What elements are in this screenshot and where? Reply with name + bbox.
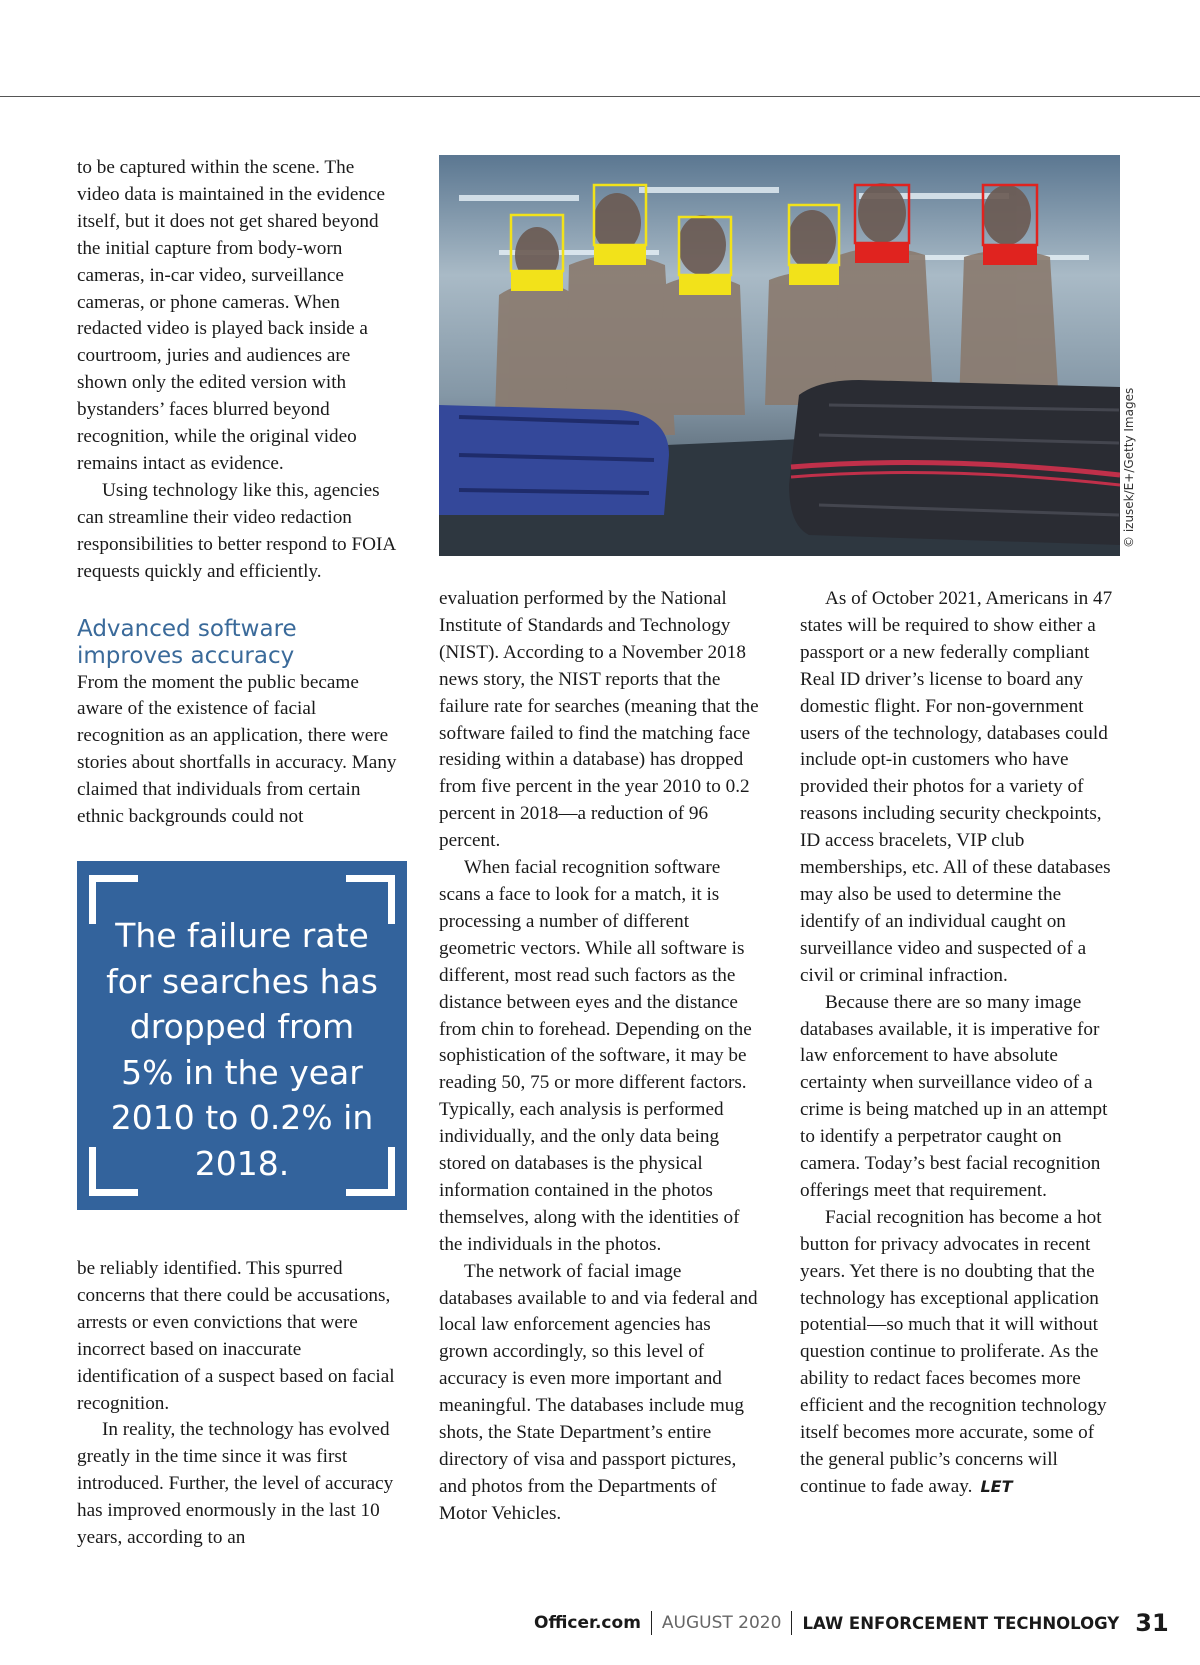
footer-publication: LAW ENFORCEMENT TECHNOLOGY [802, 1613, 1120, 1633]
paragraph: In reality, the technology has evolved greatly in the time since it was first introduced. Further, the level of accuracy has improved enormously in the last 10 years, according to an [77, 1419, 394, 1549]
column-2 [439, 586, 759, 1528]
facial-recognition-photo [439, 155, 1120, 556]
column-1-bottom [77, 1256, 397, 1552]
column-3 [800, 586, 1120, 1501]
paragraph-last [800, 1205, 1120, 1501]
paragraph: When facial recognition software scans a face to look for a match, it is processing a number of different geometric vectors. While all software is different, most read such factors as the distance between eyes and the distance from chin to forehead. Depending on the sophistication of the software, it may be reading 50, 75 or more different factors. Typically, each analysis is performed individually, and the only data being stored on databases is the physical information contained in the photos themselves, along with the identities of the individuals in the photos. [439, 857, 752, 1255]
paragraph: As of October 2021, Americans in 47 states will be required to show either a passport or a new federally compliant Real ID driver’s license to board any domestic flight. For non-government users of the technology, databases could include opt-in customers who have provided their photos for a variety of reasons including security checkpoints, ID access bracelets, VIP club memberships, etc. All of these databases may also be used to determine the identify of an individual caught on surveillance video and suspected of a civil or criminal infraction. [800, 588, 1113, 986]
paragraph: Using technology like this, agencies can streamline their video redaction responsibilities to better respond to FOIA requests quickly and efficiently. [77, 479, 396, 582]
paragraph: The network of facial image databases available to and via federal and local law enforcement agencies has grown accordingly, so this level of accuracy is even more important and meaningful. The databases include mug shots, the State Department’s entire directory of visa and passport pictures, and photos from the Departments of Motor Vehicles. [439, 1260, 758, 1524]
pull-quote-text: The failure rate for searches has dropped from 5% in the year 2010 to 0.2% in 2018. [106, 916, 378, 1183]
paragraph: From the moment the public became aware of the existence of facial recognition as an application, there were stories about shortfalls in accuracy. Many claimed that individuals from certain ethnic backgrounds could not [77, 671, 397, 828]
subhead: Advanced software improves accuracy [77, 615, 297, 669]
footer-date: AUGUST 2020 [661, 1613, 782, 1633]
footer-divider [651, 1611, 652, 1635]
footer-site: Officer.com [534, 1613, 641, 1633]
pull-quote [77, 861, 407, 1210]
paragraph: to be captured within the scene. The video data is maintained in the evidence itself, but it does not get shared beyond the initial capture from body-worn cameras, in-car video, surveillance cameras, or phone cameras. When redacted video is played back inside a courtroom, juries and audiences are shown only the edited version with bystanders’ faces blurred beyond recognition, while the original video remains intact as evidence. [77, 157, 385, 474]
page-footer [534, 1603, 1169, 1643]
page-number: 31 [1135, 1609, 1169, 1637]
paragraph: evaluation performed by the National Institute of Standards and Technology (NIST). According to a November 2018 news story, the NIST reports that the failure rate for searches (meaning that the software failed to find the matching face residing within a database) has dropped from five percent in the year 2010 to 0.2 percent in 2018—a reduction of 96 percent. [439, 588, 759, 852]
paragraph: be reliably identified. This spurred concerns that there could be accusations, arrests or even convictions that were incorrect based on inaccurate identification of a suspect based on facial recognition. [77, 1258, 395, 1414]
photo-credit: © izusek/E+/Getty Images [1122, 387, 1136, 548]
photo-illustration [439, 155, 1120, 556]
footer-divider [791, 1611, 792, 1635]
column-1-top [77, 155, 397, 831]
paragraph-last-text: Facial recognition has become a hot button for privacy advocates in recent years. Yet there is no doubting that the technology has exceptional application potential—so much that it will without question continue to proliferate. As the ability to redact faces becomes more efficient and the recognition technology itself becomes more accurate, some of the general public’s concerns will continue to fade away. [800, 1206, 1107, 1497]
top-rule [0, 96, 1200, 97]
end-mark: LET [980, 1476, 1013, 1496]
paragraph: Because there are so many image databases available, it is imperative for law enforcement to have absolute certainty when surveillance video of a crime is being matched up in an attempt to identify a perpetrator caught on camera. Today’s best facial recognition offerings meet that requirement. [800, 991, 1108, 1201]
